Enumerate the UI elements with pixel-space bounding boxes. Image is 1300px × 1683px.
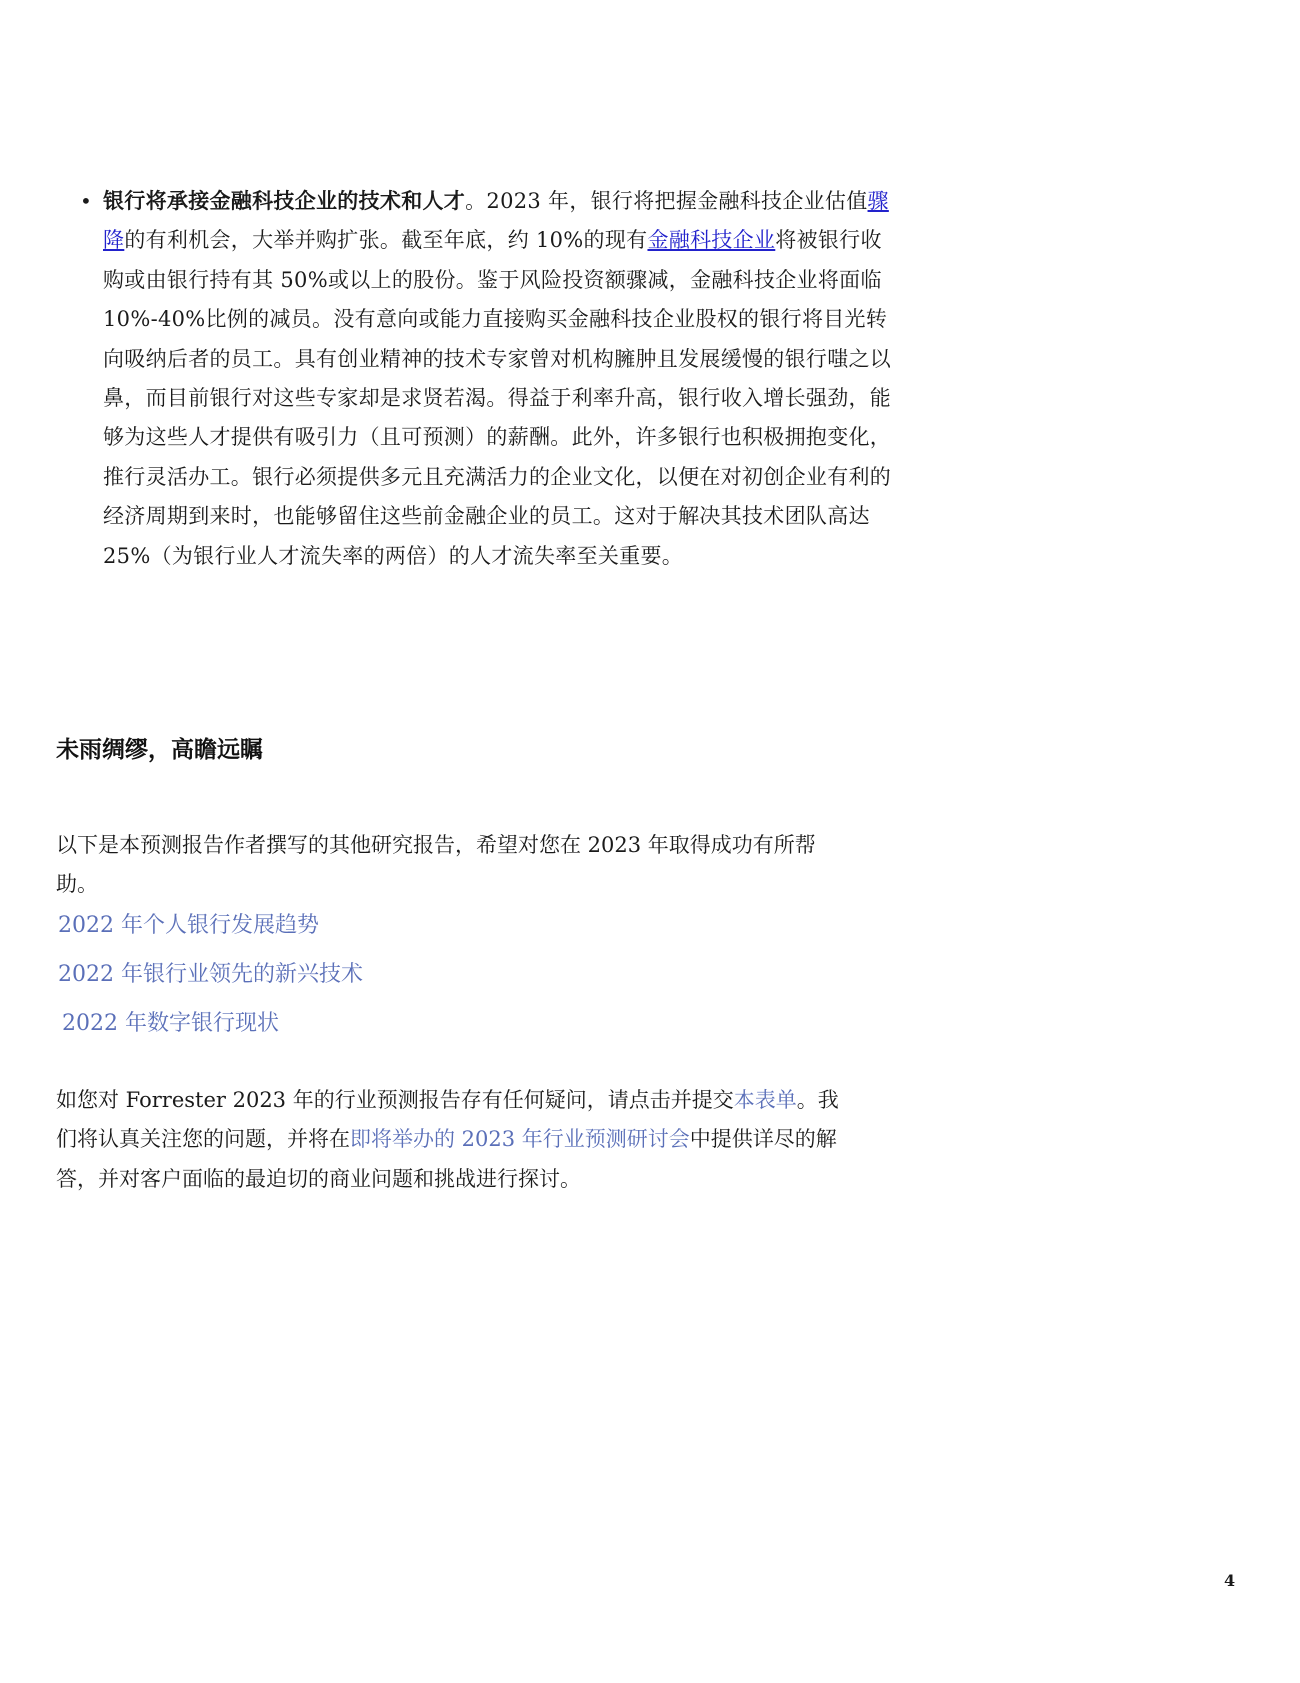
bullet-lead: 银行将承接金融科技企业的技术和人才 [103, 189, 466, 213]
contact-text-1: 如您对 Forrester 2023 年的行业预测报告存有任何疑问，请点击并提交 [56, 1088, 734, 1112]
related-reports-list [58, 911, 363, 1058]
bullet-paragraph [103, 182, 900, 576]
form-link[interactable]: 本表单 [733, 1088, 797, 1112]
bullet-text-1: 。2023 年，银行将把握金融科技企业估值 [465, 189, 868, 213]
bullet-text-2: 的有利机会，大举并购扩张。截至年底，约 10%的现有 [124, 228, 648, 253]
bullet-item-banks-fintech [80, 182, 900, 576]
related-research-intro: 以下是本预测报告作者撰写的其他研究报告，希望对您在 2023 年取得成功有所帮助。 [56, 833, 816, 897]
page-number: 4 [1224, 1571, 1236, 1590]
contact-paragraph [56, 1081, 856, 1199]
report-link-personal-banking-trends[interactable]: 2022 年个人银行发展趋势 [58, 913, 319, 938]
section-heading: 未雨绸缪，高瞻远瞩 [56, 737, 263, 763]
report-link-digital-banking-state[interactable]: 2022 年数字银行现状 [62, 1011, 279, 1036]
report-link-emerging-tech[interactable]: 2022 年银行业领先的新兴技术 [58, 962, 363, 987]
valuation-drop-link[interactable]: 骤降 [103, 189, 889, 253]
bullet-text-3: 将被银行收购或由银行持有其 50%或以上的股份。鉴于风险投资额骤减，金融科技企业将面临 10%-40%比例的减员。没有意向或能力直接购买金融科技企业股权的银行将目光转向吸纳后者的员工。具有创业精神的技术专家曾对机构臃肿且发展缓慢的银行嗤之以鼻，而目前银行对这些专家却是求贤若渴。得益于利率升高，银行收入增长强劲，能够为这些人才提供有吸引力（且可预测）的薪酬。此外，许多银行也积极拥抱变化，推行灵活办工。银行必须提供多元且充满活力的企业文化，以便在对初创企业有利的经济周期到来时，也能够留住这些前金融企业的员工。这对于解决其技术团队高达 25%（为银行业人才流失率的两倍）的人才流失率至关重要。 [103, 228, 892, 568]
bullet-marker: • [80, 189, 92, 213]
fintech-companies-link[interactable]: 金融科技企业 [647, 228, 776, 253]
webinar-link[interactable]: 即将举办的 2023 年行业预测研讨会 [350, 1127, 690, 1152]
contact-text-3: 中提供详尽的解答，并对客户面临的最迫切的商业问题和挑战进行探讨。 [56, 1127, 837, 1191]
contact-text-2: 。我们将认真关注您的问题，并将在 [56, 1088, 839, 1152]
